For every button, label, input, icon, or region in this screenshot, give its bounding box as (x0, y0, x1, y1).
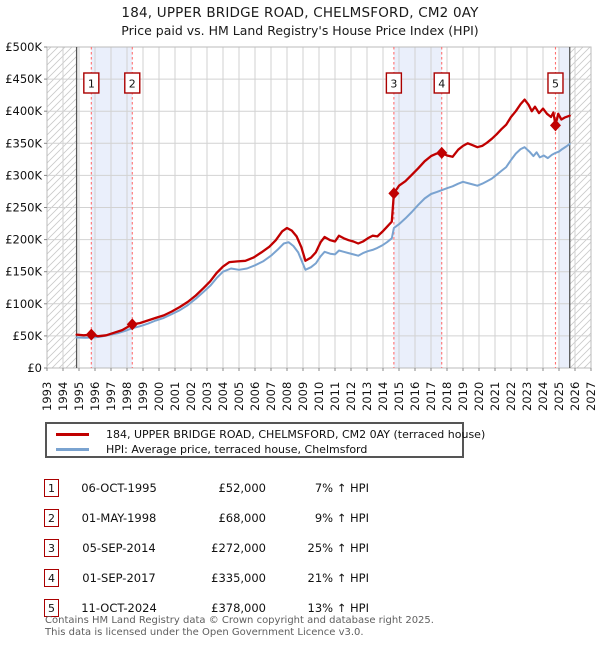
sale-price: £335,000 (211, 571, 266, 585)
x-tick-label: 2020 (472, 381, 486, 411)
y-tick-label: £450K (5, 72, 42, 87)
sales-table (44, 473, 369, 623)
footer-line2: This data is licensed under the Open Government Licence v3.0. (45, 627, 364, 638)
sale-date: 06-OCT-1995 (81, 481, 157, 495)
sale-marker-number: 3 (44, 539, 59, 557)
x-tick-label: 2013 (360, 381, 374, 411)
y-tick-label: £200K (5, 232, 42, 247)
y-tick-label: £350K (5, 136, 42, 151)
x-tick-label: 2024 (536, 381, 550, 411)
sale-hpi-diff: 7% ↑ HPI (314, 481, 369, 495)
marker-number-label: 5 (551, 77, 559, 91)
y-tick-label: £0 (27, 361, 42, 375)
legend-line-swatch (56, 448, 89, 451)
x-tick-label: 1999 (136, 381, 150, 411)
x-tick-label: 1995 (72, 381, 86, 411)
sale-row (44, 503, 369, 533)
sale-date: 01-MAY-1998 (81, 511, 157, 525)
sale-price: £68,000 (218, 511, 266, 525)
x-tick-label: 2006 (248, 381, 262, 411)
sale-marker-number: 1 (44, 479, 59, 497)
sale-price: £52,000 (218, 481, 266, 495)
x-tick-label: 1998 (120, 381, 134, 411)
x-tick-label: 2014 (376, 381, 390, 411)
x-tick-label: 2015 (392, 381, 406, 411)
x-tick-label: 2019 (456, 381, 470, 411)
y-tick-label: £500K (5, 40, 42, 54)
marker-number-label: 2 (128, 77, 136, 91)
y-tick-label: £250K (5, 200, 42, 215)
x-tick-label: 1996 (88, 381, 102, 411)
x-tick-label: 2022 (504, 381, 518, 411)
x-tick-label: 2018 (440, 381, 454, 411)
sale-hpi-diff: 25% ↑ HPI (307, 541, 369, 555)
x-tick-label: 2005 (232, 381, 246, 411)
sale-marker-number: 2 (44, 509, 59, 527)
x-tick-label: 2017 (424, 381, 438, 411)
sale-date: 05-SEP-2014 (82, 541, 156, 555)
x-tick-label: 1997 (104, 381, 118, 411)
sale-price: £272,000 (211, 541, 266, 555)
y-tick-label: £150K (5, 264, 42, 279)
x-tick-label: 2011 (328, 381, 342, 411)
x-tick-label: 2004 (216, 381, 230, 411)
x-tick-label: 2001 (168, 381, 182, 411)
x-tick-label: 2025 (552, 381, 566, 411)
sale-row (44, 473, 369, 503)
legend-label: 184, UPPER BRIDGE ROAD, CHELMSFORD, CM2 0AY (terraced house) (106, 428, 486, 441)
x-tick-label: 1993 (40, 381, 54, 411)
x-tick-label: 2009 (296, 381, 310, 411)
footer (45, 615, 434, 639)
sale-marker-number: 5 (44, 599, 59, 617)
y-tick-label: £100K (5, 296, 42, 311)
sale-hpi-diff: 21% ↑ HPI (307, 571, 369, 585)
sale-row (44, 563, 369, 593)
legend-entry-1 (47, 427, 486, 442)
marker-number-label: 4 (438, 77, 446, 91)
chart-legend (45, 422, 486, 458)
x-tick-label: 2010 (312, 381, 326, 411)
x-tick-label: 2027 (584, 381, 598, 411)
x-tick-label: 2000 (152, 381, 166, 411)
x-tick-label: 2007 (264, 381, 278, 411)
marker-number-label: 3 (390, 77, 398, 91)
x-tick-label: 2023 (520, 381, 534, 411)
x-tick-label: 2002 (184, 381, 198, 411)
x-tick-label: 2026 (568, 381, 582, 411)
sale-marker-number: 4 (44, 569, 59, 587)
x-tick-label: 2008 (280, 381, 294, 411)
y-tick-label: £400K (5, 104, 42, 119)
sale-date: 11-OCT-2024 (81, 601, 157, 615)
sale-row (44, 533, 369, 563)
y-tick-label: £300K (5, 168, 42, 183)
x-tick-label: 2003 (200, 381, 214, 411)
legend-label: HPI: Average price, terraced house, Chelmsford (106, 443, 368, 456)
sale-date: 01-SEP-2017 (82, 571, 156, 585)
x-tick-label: 2016 (408, 381, 422, 411)
footer-line1: Contains HM Land Registry data © Crown copyright and database right 2025. (45, 615, 434, 626)
y-tick-label: £50K (12, 328, 42, 343)
legend-line-swatch (56, 433, 89, 436)
sale-hpi-diff: 13% ↑ HPI (307, 601, 369, 615)
page-subtitle: Price paid vs. HM Land Registry's House Price Index (HPI) (121, 23, 479, 38)
marker-number-label: 1 (87, 77, 95, 91)
sale-price: £378,000 (211, 601, 266, 615)
x-tick-label: 2012 (344, 381, 358, 411)
page-title: 184, UPPER BRIDGE ROAD, CHELMSFORD, CM2 0AY (121, 5, 479, 21)
legend-entry-2 (47, 442, 462, 457)
x-tick-label: 2021 (488, 381, 502, 411)
x-tick-label: 1994 (56, 381, 70, 411)
sale-hpi-diff: 9% ↑ HPI (314, 511, 369, 525)
